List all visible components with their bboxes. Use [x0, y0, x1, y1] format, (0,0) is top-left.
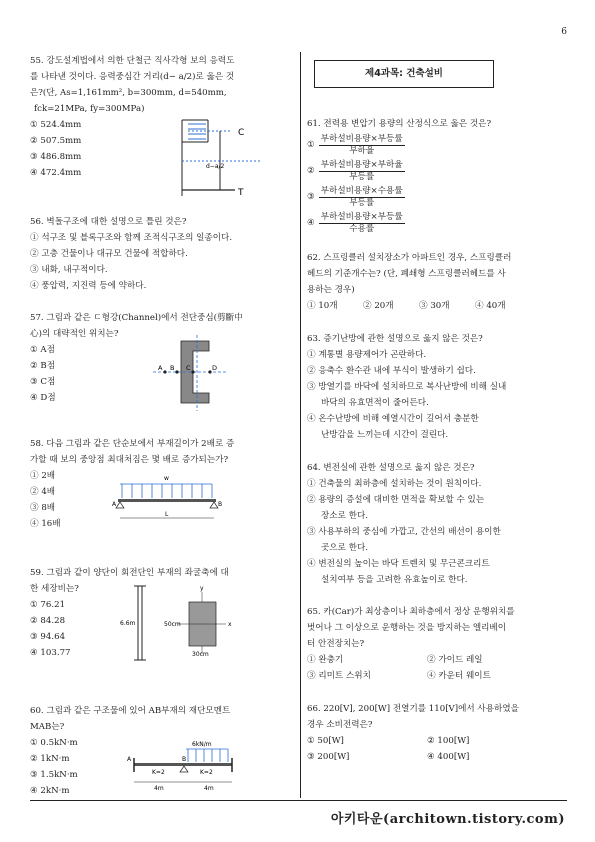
q56-option-4[interactable]: ④ 풍압력, 지진력 등에 약하다.: [30, 281, 147, 291]
q65-line3: 터 안전장치는?: [307, 639, 365, 649]
q57-label-a: A: [158, 364, 163, 372]
q55-line3: 은?(단, As=1,161mm², b=300mm, d=540mm,: [30, 88, 227, 98]
q60-label-k1: K=2: [152, 769, 165, 776]
q58-beam-diagram: [112, 474, 224, 530]
q64-option-4-cont: 설치여부 등을 고려한 유효높이로 한다.: [321, 575, 468, 585]
q66-option-1[interactable]: ① 50[W]: [307, 736, 344, 746]
q58-line1: 58. 다음 그림과 같은 단순보에서 부재길이가 2배로 증: [30, 439, 235, 449]
question-64: [307, 460, 569, 588]
q59-option-4[interactable]: ④ 103.77: [30, 648, 71, 658]
q61-option-4-num: 부하설비용량×부등률: [320, 211, 403, 222]
q63-option-4[interactable]: ④ 온수난방에 비해 예열시간이 길어서 충분한: [307, 414, 479, 424]
question-63: [307, 331, 569, 443]
q61-option-2-mark: ②: [307, 166, 315, 176]
q61-option-3-den: 부등률: [349, 197, 375, 208]
q61-option-4[interactable]: [307, 210, 569, 236]
q65-line2: 벗어나 그 이상으로 운행하는 것을 방지하는 엘리베이: [307, 623, 507, 633]
q63-option-3[interactable]: ③ 방열기를 바닥에 설치하므로 복사난방에 비해 실내: [307, 382, 507, 392]
q62-option-3[interactable]: ③ 30개: [419, 301, 450, 311]
q62-option-2[interactable]: ② 20개: [363, 301, 394, 311]
q65-option-2[interactable]: ② 가이드 레일: [427, 655, 483, 665]
q55-option-4[interactable]: ④ 472.4mm: [30, 168, 82, 178]
q62-line3: 용하는 경우): [307, 285, 355, 295]
q61-option-2-num: 부하설비용량×부하율: [320, 159, 403, 170]
q55-option-1[interactable]: ① 524.4mm: [30, 120, 82, 130]
q56-option-1[interactable]: ① 석구조 및 블록구조와 함께 조적식구조의 일종이다.: [30, 233, 233, 243]
q63-option-3-cont: 바닥의 유효면적이 줄어든다.: [321, 398, 429, 408]
column-divider: [300, 52, 301, 798]
question-62: [307, 250, 569, 314]
footer-divider: [30, 800, 567, 801]
q62-options-row: [307, 298, 569, 314]
q65-option-4[interactable]: ④ 카운터 웨이트: [427, 671, 491, 681]
q60-option-1[interactable]: ① 0.5kN·m: [30, 738, 78, 748]
q55-label-c: C: [238, 128, 245, 138]
q56-line1: 56. 벽돌구조에 대한 설명으로 틀린 것은?: [30, 217, 187, 227]
q59-option-2[interactable]: ② 84.28: [30, 616, 66, 626]
question-66: [307, 701, 569, 765]
q62-option-1[interactable]: ① 10개: [307, 301, 338, 311]
q61-option-2-den: 부등률: [349, 171, 375, 182]
q55-option-2[interactable]: ② 507.5mm: [30, 136, 82, 146]
q58-label-b: B: [218, 501, 223, 508]
q57-label-c: C: [186, 364, 191, 372]
q60-line2: MAB는?: [30, 722, 65, 732]
q58-label-a: A: [112, 501, 117, 508]
q60-option-4[interactable]: ④ 2kN·m: [30, 786, 70, 796]
question-56: [30, 214, 298, 294]
q64-option-2-cont: 장소로 한다.: [321, 511, 368, 521]
q62-line1: 62. 스프링클러 설치장소가 아파트인 경우, 스프링클러: [307, 253, 512, 263]
q57-option-1[interactable]: ① A점: [30, 345, 55, 355]
q55-option-3[interactable]: ③ 486.8mm: [30, 152, 82, 162]
q63-option-4-cont: 난방감을 느끼는데 시간이 걸린다.: [321, 430, 449, 440]
page-number: 6: [561, 27, 567, 37]
q65-option-3[interactable]: ③ 리미트 스위치: [307, 671, 371, 681]
q66-option-4[interactable]: ④ 400[W]: [427, 752, 470, 762]
q60-option-3[interactable]: ③ 1.5kN·m: [30, 770, 78, 780]
q66-line2: 경우 소비전력은?: [307, 720, 373, 730]
q62-option-4[interactable]: ④ 40개: [475, 301, 506, 311]
q65-option-1[interactable]: ① 완충기: [307, 655, 344, 665]
q61-option-3-num: 부하설비용량×수용률: [320, 185, 403, 196]
q65-line1: 65. 카(Car)가 최상층이나 최하층에서 정상 운행위치를: [307, 607, 515, 617]
q64-option-1[interactable]: ① 건축물의 최하층에 설치하는 것이 원칙이다.: [307, 479, 482, 489]
q56-option-2[interactable]: ② 고층 건물이나 대규모 건물에 적합하다.: [30, 249, 188, 259]
question-61: [307, 116, 569, 236]
q61-option-4-den: 수용률: [349, 223, 375, 234]
q59-label-w: 30cm: [192, 651, 209, 658]
q61-line1: 61. 전력용 변압기 용량의 산정식으로 옳은 것은?: [307, 119, 492, 129]
q59-label-x: x: [228, 621, 232, 628]
q58-option-4[interactable]: ④ 16배: [30, 519, 61, 529]
q63-option-2[interactable]: ② 응축수 환수관 내에 부식이 발생하기 쉽다.: [307, 366, 476, 376]
q59-line2: 한 세장비는?: [30, 584, 79, 594]
q57-option-3[interactable]: ③ C점: [30, 377, 56, 387]
q58-option-3[interactable]: ③ 8배: [30, 503, 56, 513]
q60-label-l1: 4m: [154, 785, 164, 792]
q59-option-3[interactable]: ③ 94.64: [30, 632, 66, 642]
q63-line1: 63. 증기난방에 관한 설명으로 옳지 않은 것은?: [307, 334, 483, 344]
q57-label-b: B: [170, 364, 175, 372]
q55-label-arm: d−a/2: [206, 163, 225, 170]
question-65: [307, 604, 569, 684]
q57-option-4[interactable]: ④ D점: [30, 393, 56, 403]
q60-label-b: B: [182, 756, 187, 763]
q58-label-w: w: [164, 475, 169, 482]
q64-option-2[interactable]: ② 용량의 증설에 대비한 면적을 확보할 수 있는: [307, 495, 485, 505]
q59-label-h: 50cm: [164, 621, 181, 628]
q58-line2: 가할 때 보의 중앙점 최대처짐은 몇 배로 증가되는가?: [30, 455, 229, 465]
q61-option-4-mark: ④: [307, 218, 315, 228]
q58-label-l: L: [165, 511, 169, 518]
q59-column-diagram: [122, 582, 242, 664]
q64-option-3-cont: 곳으로 한다.: [321, 543, 368, 553]
q60-label-l2: 4m: [204, 785, 214, 792]
q61-option-3[interactable]: [307, 184, 569, 210]
q55-stress-diagram: [180, 118, 270, 200]
q64-option-3[interactable]: ③ 사용부하의 중심에 가깝고, 간선의 배선이 용이한: [307, 527, 501, 537]
q61-option-1[interactable]: [307, 132, 569, 158]
q57-line1: 57. 그림과 같은 ㄷ형강(Channel)에서 전단중심(剪斷中: [30, 313, 243, 323]
q60-label-k2: K=2: [200, 769, 213, 776]
q63-option-1[interactable]: ① 계통별 용량제어가 곤란하다.: [307, 350, 427, 360]
q62-line2: 헤드의 기준개수는? (단, 폐쇄형 스프링클러헤드를 사: [307, 269, 506, 279]
q61-option-3-mark: ③: [307, 192, 315, 202]
q59-line1: 59. 그림과 같이 양단이 회전단인 부재의 좌굴축에 대: [30, 568, 229, 578]
q60-frame-diagram: [124, 740, 249, 798]
q59-label-len: 6.6m: [120, 620, 136, 627]
q60-label-a: A: [127, 756, 132, 763]
q60-option-2[interactable]: ② 1kN·m: [30, 754, 70, 764]
q61-option-1-mark: ①: [307, 140, 315, 150]
q55-line4: fck=21MPa, fy=300MPa): [34, 104, 145, 114]
q60-label-load: 6kN/m: [192, 741, 212, 748]
footer-brand: 아키타운(architown.tistory.com): [330, 812, 565, 827]
q66-option-3[interactable]: ③ 200[W]: [307, 752, 350, 762]
q60-line1: 60. 그림과 같은 구조물에 있어 AB부재의 재단모멘트: [30, 706, 231, 716]
q55-line1: 55. 강도설계법에서 의한 단철근 직사각형 보의 응력도: [30, 56, 235, 66]
q61-option-2[interactable]: [307, 158, 569, 184]
q61-option-1-den: 부하율: [349, 145, 375, 156]
q57-channel-diagram: [153, 335, 228, 413]
q57-option-2[interactable]: ② B점: [30, 361, 56, 371]
q66-option-2[interactable]: ② 100[W]: [427, 736, 470, 746]
q64-option-4[interactable]: ④ 변전실의 높이는 바닥 트렌치 및 무근콘크리트: [307, 559, 490, 569]
q59-option-1[interactable]: ① 76.21: [30, 600, 66, 610]
q58-option-2[interactable]: ② 4배: [30, 487, 56, 497]
q55-line2: 를 나타낸 것이다. 응력중심간 거리(d− a/2)로 옳은 것: [30, 72, 235, 82]
q61-option-1-num: 부하설비용량×부등률: [320, 133, 403, 144]
subject-title: 제4과목: 건축설비: [314, 60, 494, 88]
q66-line1: 66. 220[V], 200[W] 전열기를 110[V]에서 사용하였을: [307, 704, 519, 714]
q58-option-1[interactable]: ① 2배: [30, 471, 56, 481]
q55-label-t: T: [238, 188, 244, 198]
q59-label-y: y: [200, 585, 204, 592]
q57-label-d: D: [212, 364, 218, 372]
q57-line2: 心)의 대략적인 위치는?: [30, 329, 119, 339]
q64-line1: 64. 변전실에 관한 설명으로 옳지 않은 것은?: [307, 463, 475, 473]
q56-option-3[interactable]: ③ 내화, 내구적이다.: [30, 265, 108, 275]
